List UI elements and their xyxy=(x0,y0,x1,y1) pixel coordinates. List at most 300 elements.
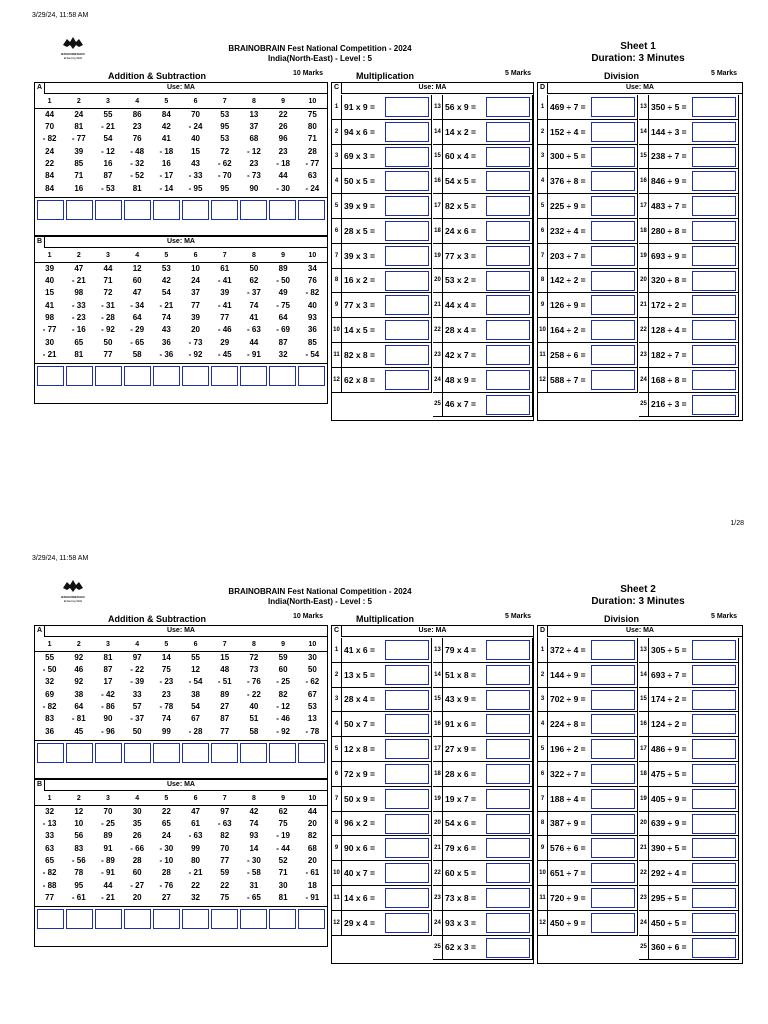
answer-box[interactable] xyxy=(692,370,736,390)
answer-box[interactable] xyxy=(591,295,635,315)
answer-box[interactable] xyxy=(385,888,429,908)
answer-box[interactable] xyxy=(591,714,635,734)
answer-box[interactable] xyxy=(692,838,736,858)
question-text: 238 ÷ 7 = xyxy=(651,151,687,162)
answer-box[interactable] xyxy=(95,200,122,220)
question-number: 18 xyxy=(639,762,649,786)
answer-box[interactable] xyxy=(486,739,530,759)
number-cell: 27 xyxy=(161,892,171,902)
number-cell: 74 xyxy=(249,300,259,310)
number-cell: 50 xyxy=(132,726,142,736)
answer-row xyxy=(35,740,327,763)
answer-box[interactable] xyxy=(591,196,635,216)
answer-box[interactable] xyxy=(385,147,429,167)
answer-box[interactable] xyxy=(385,739,429,759)
number-cell: - 52 xyxy=(130,171,145,181)
multiplication-heading: Multiplication xyxy=(356,614,414,624)
question-item xyxy=(639,663,739,688)
question-text: 29 x 4 = xyxy=(344,917,375,928)
question-text: 128 ÷ 4 = xyxy=(651,325,687,336)
number-row xyxy=(35,324,327,336)
answer-box[interactable] xyxy=(486,814,530,834)
question-item xyxy=(538,244,638,269)
answer-box[interactable] xyxy=(385,370,429,390)
number-cell: 30 xyxy=(132,807,142,816)
question-text: 41 x 6 = xyxy=(344,644,375,655)
question-text: 13 x 5 = xyxy=(344,669,375,680)
answer-box[interactable] xyxy=(385,814,429,834)
answer-box[interactable] xyxy=(692,345,736,365)
question-number: 23 xyxy=(639,343,649,367)
number-cell: - 28 xyxy=(101,313,115,323)
use-label: Use: MA xyxy=(625,84,654,91)
answer-box[interactable] xyxy=(591,147,635,167)
question-item xyxy=(332,368,432,393)
answer-box[interactable] xyxy=(591,320,635,340)
number-row xyxy=(35,263,327,276)
page-number: 1/28 xyxy=(730,520,744,527)
number-cell: 92 xyxy=(74,677,84,687)
number-cell: 80 xyxy=(307,122,317,132)
section-label: D xyxy=(538,626,548,637)
answer-box[interactable] xyxy=(240,743,267,763)
answer-box[interactable] xyxy=(692,789,736,809)
answer-box[interactable] xyxy=(692,690,736,710)
answer-box[interactable] xyxy=(486,97,530,117)
number-cell: 65 xyxy=(45,856,55,866)
answer-box[interactable] xyxy=(486,913,530,933)
answer-box[interactable] xyxy=(95,743,122,763)
number-cell: - 88 xyxy=(42,880,57,890)
number-cell: 34 xyxy=(307,264,317,273)
question-text: 225 ÷ 9 = xyxy=(550,201,586,212)
answer-box[interactable] xyxy=(591,345,635,365)
number-cell: 30 xyxy=(307,653,317,662)
question-number: 7 xyxy=(332,787,342,811)
answer-box[interactable] xyxy=(385,690,429,710)
question-text: 300 ÷ 5 = xyxy=(550,151,586,162)
number-cell: - 69 xyxy=(276,325,290,335)
section-label: D xyxy=(538,83,548,94)
answer-box[interactable] xyxy=(385,863,429,883)
answer-box[interactable] xyxy=(486,665,530,685)
question-text: 91 x 6 = xyxy=(445,719,476,730)
sheet-info xyxy=(578,41,698,65)
logo-figure-icon xyxy=(61,578,85,594)
answer-box[interactable] xyxy=(486,147,530,167)
number-row xyxy=(35,336,327,348)
answer-box[interactable] xyxy=(591,97,635,117)
answer-row xyxy=(35,906,327,929)
number-cell: - 76 xyxy=(247,677,261,687)
question-number: 12 xyxy=(332,368,342,392)
answer-box[interactable] xyxy=(692,814,736,834)
number-cell: - 39 xyxy=(130,677,145,687)
answer-box[interactable] xyxy=(486,221,530,241)
question-text: 172 ÷ 2 = xyxy=(651,300,687,311)
answer-row xyxy=(35,363,327,386)
answer-box[interactable] xyxy=(692,938,736,958)
answer-box[interactable] xyxy=(240,909,267,929)
answer-box[interactable] xyxy=(591,246,635,266)
answer-box[interactable] xyxy=(153,200,180,220)
number-cell: 81 xyxy=(278,892,288,902)
question-item xyxy=(538,194,638,219)
answer-box[interactable] xyxy=(486,370,530,390)
answer-box[interactable] xyxy=(124,743,151,763)
question-item xyxy=(639,269,739,294)
number-cell: 75 xyxy=(307,110,317,119)
column-number: 1 xyxy=(35,793,64,806)
answer-box[interactable] xyxy=(269,200,296,220)
number-row xyxy=(35,701,327,713)
question-text: 50 x 9 = xyxy=(344,793,375,804)
number-cell: 67 xyxy=(307,689,317,699)
answer-box[interactable] xyxy=(37,366,64,386)
number-cell: 33 xyxy=(45,831,55,841)
answer-box[interactable] xyxy=(591,913,635,933)
sheet-duration: Duration: 3 Minutes xyxy=(591,596,685,607)
answer-box[interactable] xyxy=(591,739,635,759)
answer-box[interactable] xyxy=(211,366,238,386)
column-number: 10 xyxy=(298,639,327,652)
answer-box[interactable] xyxy=(385,838,429,858)
column-number: 6 xyxy=(181,639,210,652)
answer-box[interactable] xyxy=(692,640,736,660)
question-item xyxy=(332,343,432,368)
answer-box[interactable] xyxy=(692,395,736,415)
number-cell: 81 xyxy=(132,183,142,193)
answer-box[interactable] xyxy=(385,122,429,142)
answer-box[interactable] xyxy=(486,640,530,660)
answer-box[interactable] xyxy=(692,271,736,291)
use-header xyxy=(35,780,327,791)
question-text: 69 x 3 = xyxy=(344,151,375,162)
answer-box[interactable] xyxy=(486,320,530,340)
answer-box[interactable] xyxy=(298,200,325,220)
question-item xyxy=(433,393,533,418)
answer-box[interactable] xyxy=(66,366,93,386)
question-number: 21 xyxy=(639,293,649,317)
number-cell: - 82 xyxy=(42,134,57,144)
number-cell: - 56 xyxy=(71,856,86,866)
answer-box[interactable] xyxy=(298,366,325,386)
answer-box[interactable] xyxy=(486,838,530,858)
question-item xyxy=(639,244,739,269)
question-item xyxy=(332,911,432,936)
answer-box[interactable] xyxy=(591,370,635,390)
number-cell: 97 xyxy=(132,653,142,662)
answer-box[interactable] xyxy=(692,97,736,117)
question-text: 164 ÷ 2 = xyxy=(550,325,586,336)
answer-box[interactable] xyxy=(591,690,635,710)
number-cell: 36 xyxy=(161,337,171,347)
answer-box[interactable] xyxy=(211,909,238,929)
answer-box[interactable] xyxy=(269,743,296,763)
number-cell: 87 xyxy=(103,665,113,675)
number-cell: 72 xyxy=(249,653,259,662)
number-cell: 14 xyxy=(249,843,259,853)
number-cell: 30 xyxy=(278,880,288,890)
question-number: 14 xyxy=(639,120,649,144)
question-text: 387 ÷ 9 = xyxy=(550,818,586,829)
print-timestamp: 3/29/24, 11:58 AM xyxy=(32,555,89,562)
number-cell: 99 xyxy=(191,843,200,853)
number-cell: 55 xyxy=(191,653,200,662)
number-cell: - 62 xyxy=(305,677,320,687)
answer-box[interactable] xyxy=(692,147,736,167)
question-column xyxy=(639,638,739,960)
question-item xyxy=(433,269,533,294)
question-text: 258 ÷ 6 = xyxy=(550,349,586,360)
answer-box[interactable] xyxy=(385,295,429,315)
number-grid xyxy=(35,793,327,904)
number-cell: - 63 xyxy=(247,325,261,335)
answer-box[interactable] xyxy=(37,909,64,929)
answer-box[interactable] xyxy=(240,366,267,386)
number-cell: 95 xyxy=(74,880,84,890)
number-cell: - 61 xyxy=(305,868,320,878)
answer-box[interactable] xyxy=(591,863,635,883)
number-cell: 77 xyxy=(45,892,55,902)
number-cell: 33 xyxy=(132,689,142,699)
number-cell: 24 xyxy=(191,276,200,286)
answer-box[interactable] xyxy=(692,913,736,933)
answer-box[interactable] xyxy=(211,743,238,763)
question-number: 8 xyxy=(538,812,548,836)
question-text: 28 x 4 = xyxy=(445,325,476,336)
answer-box[interactable] xyxy=(591,640,635,660)
answer-box[interactable] xyxy=(153,366,180,386)
number-cell: 77 xyxy=(191,300,200,310)
question-item xyxy=(538,712,638,737)
answer-box[interactable] xyxy=(486,345,530,365)
number-cell: 45 xyxy=(74,726,84,736)
question-column xyxy=(538,638,638,936)
answer-box[interactable] xyxy=(182,366,209,386)
answer-box[interactable] xyxy=(692,196,736,216)
number-cell: 75 xyxy=(220,892,230,902)
question-text: 28 x 5 = xyxy=(344,225,375,236)
answer-box[interactable] xyxy=(37,743,64,763)
answer-box[interactable] xyxy=(486,395,530,415)
number-cell: 61 xyxy=(220,264,230,273)
question-item xyxy=(538,120,638,145)
answer-box[interactable] xyxy=(95,366,122,386)
answer-box[interactable] xyxy=(591,814,635,834)
number-row xyxy=(35,843,327,855)
section-label: B xyxy=(35,780,45,791)
answer-box[interactable] xyxy=(591,221,635,241)
answer-box[interactable] xyxy=(692,714,736,734)
answer-box[interactable] xyxy=(385,196,429,216)
answer-box[interactable] xyxy=(385,97,429,117)
answer-box[interactable] xyxy=(692,863,736,883)
answer-box[interactable] xyxy=(591,122,635,142)
number-cell: - 21 xyxy=(101,892,115,902)
answer-box[interactable] xyxy=(240,200,267,220)
answer-box[interactable] xyxy=(269,366,296,386)
answer-box[interactable] xyxy=(591,665,635,685)
answer-box[interactable] xyxy=(486,196,530,216)
answer-box[interactable] xyxy=(486,764,530,784)
answer-box[interactable] xyxy=(591,888,635,908)
answer-box[interactable] xyxy=(486,171,530,191)
answer-box[interactable] xyxy=(385,665,429,685)
section-label: A xyxy=(35,626,45,637)
answer-box[interactable] xyxy=(692,320,736,340)
number-cell: - 12 xyxy=(276,702,290,712)
question-item xyxy=(433,712,533,737)
answer-box[interactable] xyxy=(486,246,530,266)
number-cell: - 44 xyxy=(276,843,290,853)
answer-box[interactable] xyxy=(269,909,296,929)
answer-box[interactable] xyxy=(153,909,180,929)
answer-box[interactable] xyxy=(66,200,93,220)
number-cell: 64 xyxy=(74,702,84,712)
number-cell: - 77 xyxy=(305,159,320,169)
question-text: 72 x 9 = xyxy=(344,768,375,779)
number-cell: 98 xyxy=(45,313,55,323)
answer-box[interactable] xyxy=(486,690,530,710)
question-item xyxy=(433,120,533,145)
question-item xyxy=(639,936,739,961)
number-row xyxy=(35,182,327,194)
question-item xyxy=(538,293,638,318)
answer-box[interactable] xyxy=(385,221,429,241)
answer-box[interactable] xyxy=(182,200,209,220)
answer-box[interactable] xyxy=(486,863,530,883)
answer-box[interactable] xyxy=(385,764,429,784)
division-heading: Division xyxy=(604,71,640,81)
answer-box[interactable] xyxy=(298,909,325,929)
answer-box[interactable] xyxy=(211,200,238,220)
answer-box[interactable] xyxy=(385,320,429,340)
section-b xyxy=(34,236,328,404)
answer-box[interactable] xyxy=(692,122,736,142)
answer-box[interactable] xyxy=(385,246,429,266)
answer-box[interactable] xyxy=(591,171,635,191)
answer-box[interactable] xyxy=(692,171,736,191)
question-item xyxy=(639,812,739,837)
question-number: 16 xyxy=(433,712,443,736)
question-text: 50 x 5 = xyxy=(344,176,375,187)
answer-box[interactable] xyxy=(486,789,530,809)
answer-box[interactable] xyxy=(591,271,635,291)
question-number: 25 xyxy=(433,936,443,960)
column-number: 3 xyxy=(93,96,122,109)
answer-box[interactable] xyxy=(486,938,530,958)
question-item xyxy=(332,836,432,861)
number-cell: - 17 xyxy=(159,171,174,181)
division-marks: 5 Marks xyxy=(711,70,738,77)
number-cell: 41 xyxy=(45,300,55,310)
answer-box[interactable] xyxy=(486,888,530,908)
answer-box[interactable] xyxy=(692,739,736,759)
answer-box[interactable] xyxy=(182,743,209,763)
answer-box[interactable] xyxy=(486,714,530,734)
question-item xyxy=(639,861,739,886)
number-cell: 39 xyxy=(220,288,230,298)
answer-box[interactable] xyxy=(95,909,122,929)
answer-box[interactable] xyxy=(486,122,530,142)
question-number: 22 xyxy=(639,318,649,342)
answer-box[interactable] xyxy=(591,838,635,858)
answer-box[interactable] xyxy=(591,789,635,809)
number-cell: 99 xyxy=(161,726,171,736)
number-cell: 60 xyxy=(278,665,288,675)
question-number: 14 xyxy=(433,663,443,687)
column-number: 2 xyxy=(64,250,93,263)
number-cell: - 81 xyxy=(71,714,86,724)
question-text: 93 x 3 = xyxy=(445,917,476,928)
question-item xyxy=(433,145,533,170)
column-number: 5 xyxy=(152,96,181,109)
answer-box[interactable] xyxy=(124,366,151,386)
answer-box[interactable] xyxy=(385,913,429,933)
answer-box[interactable] xyxy=(124,909,151,929)
question-text: 39 x 9 = xyxy=(344,201,375,212)
answer-box[interactable] xyxy=(66,743,93,763)
answer-box[interactable] xyxy=(385,714,429,734)
answer-box[interactable] xyxy=(486,295,530,315)
question-number: 12 xyxy=(538,911,548,935)
number-cell: 23 xyxy=(249,159,259,169)
answer-box[interactable] xyxy=(385,345,429,365)
answer-box[interactable] xyxy=(692,764,736,784)
number-row xyxy=(35,349,327,361)
answer-box[interactable] xyxy=(124,200,151,220)
answer-box[interactable] xyxy=(385,271,429,291)
answer-box[interactable] xyxy=(692,221,736,241)
answer-box[interactable] xyxy=(153,743,180,763)
answer-box[interactable] xyxy=(298,743,325,763)
question-column xyxy=(639,95,739,417)
number-row xyxy=(35,109,327,122)
number-row xyxy=(35,818,327,830)
answer-box[interactable] xyxy=(692,665,736,685)
question-text: 40 x 7 = xyxy=(344,868,375,879)
use-label: Use: MA xyxy=(418,84,447,91)
number-cell: - 92 xyxy=(188,349,203,359)
number-cell: - 75 xyxy=(276,300,290,310)
answer-box[interactable] xyxy=(66,909,93,929)
number-cell: 71 xyxy=(307,134,317,144)
number-cell: 70 xyxy=(220,843,230,853)
question-number: 1 xyxy=(332,638,342,662)
answer-box[interactable] xyxy=(37,200,64,220)
answer-box[interactable] xyxy=(692,246,736,266)
answer-box[interactable] xyxy=(692,888,736,908)
question-number: 8 xyxy=(332,269,342,293)
answer-box[interactable] xyxy=(486,271,530,291)
number-cell: 89 xyxy=(103,831,113,841)
number-cell: 35 xyxy=(132,819,142,829)
question-number: 25 xyxy=(639,936,649,960)
answer-box[interactable] xyxy=(385,640,429,660)
answer-box[interactable] xyxy=(591,764,635,784)
column-number: 6 xyxy=(181,250,210,263)
answer-box[interactable] xyxy=(385,171,429,191)
number-cell: 59 xyxy=(278,653,288,662)
logo-tagline: Enhancing Skills xyxy=(63,57,83,60)
answer-box[interactable] xyxy=(182,909,209,929)
answer-box[interactable] xyxy=(385,789,429,809)
answer-box[interactable] xyxy=(692,295,736,315)
number-cell: 95 xyxy=(220,183,230,193)
question-text: 292 ÷ 4 = xyxy=(651,868,687,879)
number-cell: 82 xyxy=(278,689,288,699)
